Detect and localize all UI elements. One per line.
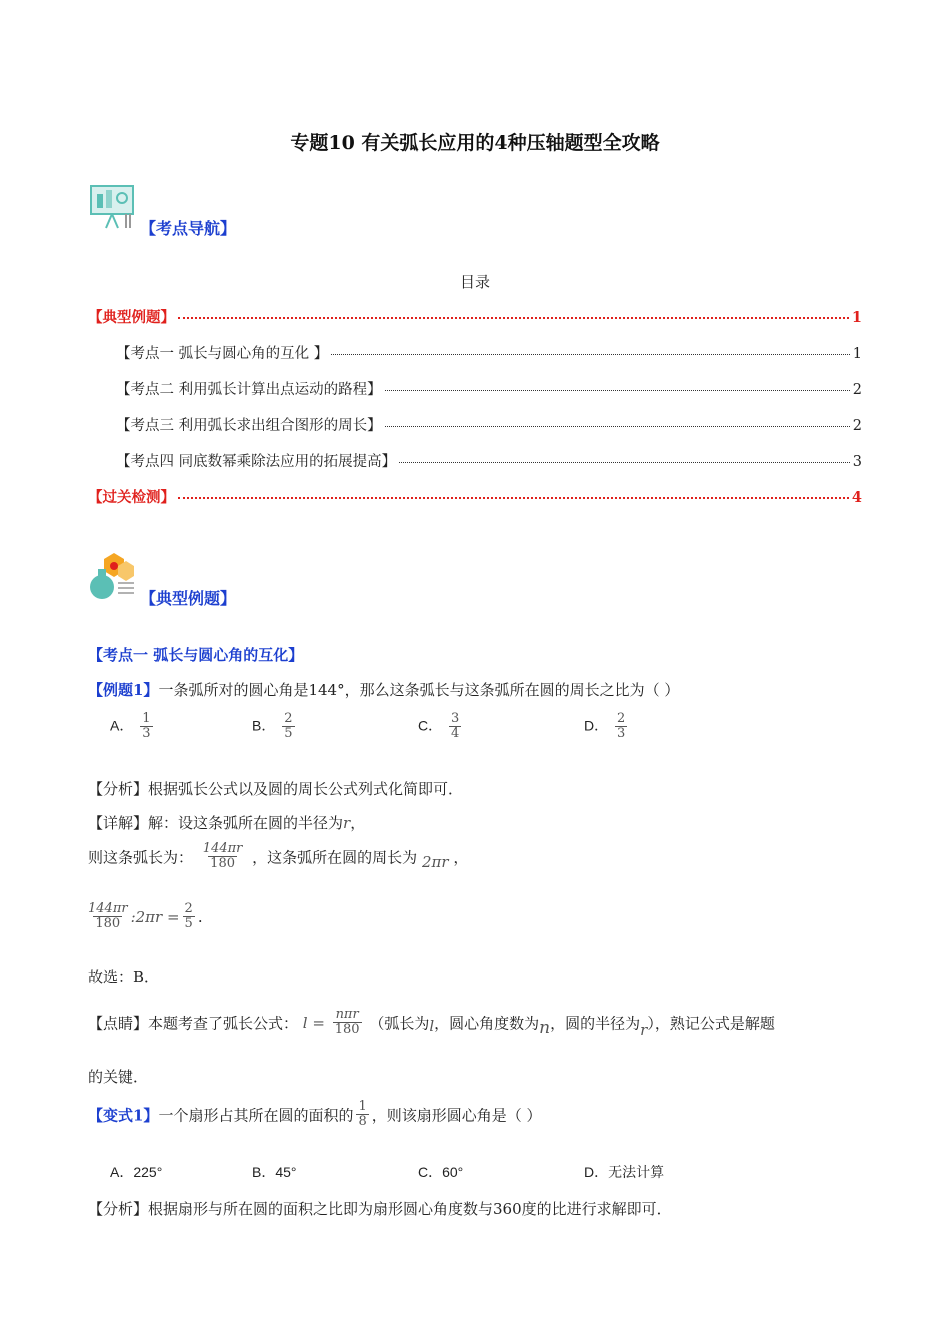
toc-label: 【考点四 同底数幂乘除法应用的拓展提高】 [116, 454, 397, 470]
variant-tag: 【变式1】 [88, 1106, 159, 1125]
option-letter: B． [252, 717, 276, 734]
formula-fraction: $\frac{\text{nπr}}{180}$ [334, 1007, 360, 1038]
ratio-fraction: $\frac{144\pi r}{180}$ [88, 901, 128, 932]
example-text: 一条弧所对的圆心角是144°，那么这条弧长与这条弧所在圆的周长之比为（ ） [158, 681, 680, 699]
nav-header: 【考点导航】 [140, 219, 237, 238]
ratio-result-fraction: $\frac{2}{5}$ [184, 901, 193, 932]
option-fraction: $\frac{2}{5}$ [284, 711, 293, 742]
option-b[interactable] [252, 712, 298, 742]
detail-line: 【详解】解：设这条弧所在圆的半径为r， [88, 814, 366, 832]
toc-label: 【考点二 利用弧长计算出点运动的路程】 [116, 382, 382, 398]
option-d[interactable] [584, 712, 630, 742]
option-letter: A． [110, 717, 134, 734]
option-fraction: $\frac{1}{3}$ [142, 711, 151, 742]
toc-page: 1 [851, 309, 862, 326]
variant-analysis: 【分析】根据扇形与所在圆的面积之比即为扇形圆心角度数与360度的比进行求解即可． [88, 1200, 672, 1218]
presentation-board-icon [88, 182, 138, 232]
variant-fraction: $\frac{1}{8}$ [358, 1099, 367, 1130]
toc-item-typical-examples[interactable] [88, 306, 862, 327]
option-fraction: $\frac{3}{4}$ [451, 711, 460, 742]
toc-item-topic-2[interactable] [116, 378, 862, 399]
variant-option-a[interactable]: A．225° [110, 1164, 163, 1180]
analysis-text: 【分析】根据弧长公式以及圆的周长公式列式化简即可． [88, 780, 464, 798]
option-c[interactable] [418, 712, 464, 742]
toc-label: 【考点一 弧长与圆心角的互化 】 [116, 346, 329, 362]
toc-leader [178, 317, 849, 319]
toc-item-topic-4[interactable] [116, 450, 862, 471]
example-question [88, 679, 679, 700]
variant-option-c[interactable]: C．60° [418, 1164, 464, 1180]
toc-leader [178, 497, 849, 499]
answer-text: 故选：B． [88, 968, 160, 986]
section-header: 【典型例题】 [140, 589, 237, 608]
document-title: 专题10 有关弧长应用的4种压轴题型全攻略 [290, 132, 660, 154]
toc-page: 4 [851, 489, 862, 506]
example-tag: 【例题1】 [88, 681, 159, 699]
option-letter: D． [584, 717, 609, 734]
comment-line: 【点睛】本题考查了弧长公式： l = $\frac{\text{nπr}}{180}$ （弧长为l，圆心角度数为n，圆的半径为r），熟记公式是解题 [88, 1007, 775, 1039]
toc-page: 3 [852, 454, 862, 470]
option-fraction: $\frac{2}{3}$ [617, 711, 626, 742]
toc-page: 2 [852, 382, 862, 398]
variant-question: 【变式1】一个扇形占其所在圆的面积的 $\frac{1}{8}$ ，则该扇形圆心角是（ ） [88, 1099, 542, 1130]
ratio-line: $\frac{144\pi r}{180}$ :2πr = $\frac{2}{5}$ . [88, 901, 203, 932]
toc-leader [399, 462, 850, 463]
variant-option-d[interactable]: D．无法计算 [584, 1164, 665, 1180]
toc-leader [385, 390, 850, 391]
toc-heading: 目录 [459, 273, 490, 291]
arc-length-line: 则这条弧长为： $\frac{144\pi r}{180}$ ，这条弧所在圆的周长为 2πr ， [88, 841, 469, 872]
topic-heading: 【考点一 弧长与圆心角的互化】 [88, 646, 304, 664]
toc-item-topic-1[interactable] [116, 342, 862, 363]
toc-label: 【过关检测】 [88, 489, 175, 506]
toc-label: 【典型例题】 [88, 309, 175, 326]
arc-fraction: $\frac{144\pi r}{180}$ [202, 841, 243, 872]
option-letter: C． [418, 717, 443, 734]
toc-leader [385, 426, 850, 427]
toc-leader [331, 354, 850, 355]
comment-line-2: 的关键． [88, 1068, 149, 1086]
toc-page: 2 [852, 418, 862, 434]
option-a[interactable] [110, 712, 156, 742]
flask-icon [88, 551, 138, 603]
variant-option-b[interactable]: B．45° [252, 1164, 297, 1180]
toc-item-topic-3[interactable] [116, 414, 862, 435]
toc-page: 1 [852, 346, 862, 362]
toc-label: 【考点三 利用弧长求出组合图形的周长】 [116, 418, 382, 434]
toc-item-checkpoint[interactable] [88, 486, 862, 507]
